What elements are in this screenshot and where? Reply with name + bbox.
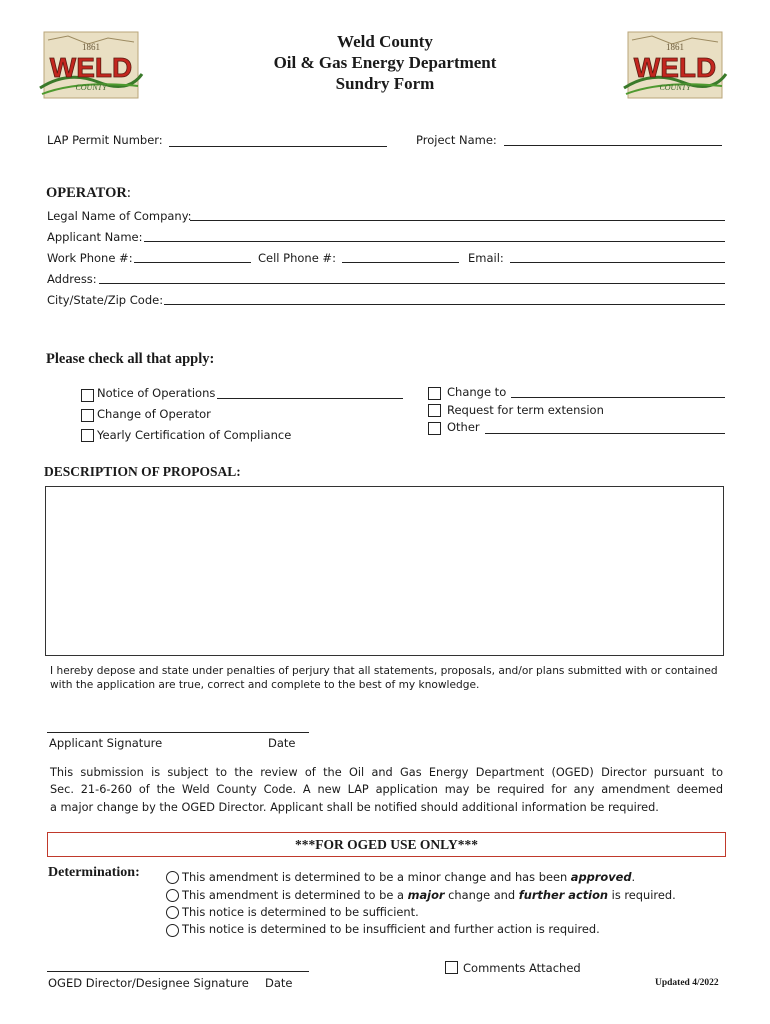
applicant-signature-label: Applicant Signature [49, 736, 163, 750]
work-phone-label: Work Phone #: [47, 251, 133, 265]
updated-date: Updated 4/2022 [655, 978, 719, 988]
major-change-radio[interactable] [166, 889, 179, 902]
address-label: Address: [47, 272, 97, 286]
sufficient-option-label: This notice is determined to be sufficient. [182, 905, 419, 919]
director-date-label: Date [265, 976, 293, 990]
check-all-heading: Please check all that apply: [46, 351, 215, 367]
description-textarea[interactable] [45, 486, 724, 656]
depose-line-1: I hereby depose and state under penalties of perjury that all statements, proposals, and/or plans submitted with or contained [50, 665, 718, 677]
oged-use-only-banner [47, 832, 726, 857]
approved-option-label: This amendment is determined to be a minor change and has been approved. [182, 870, 636, 884]
director-signature-label: OGED Director/Designee Signature [48, 976, 249, 990]
notice-of-operations-checkbox[interactable] [81, 389, 94, 402]
major-change-option-label: This amendment is determined to be a major change and further action is required. [182, 888, 676, 902]
determination-label: Determination: [48, 865, 140, 880]
applicant-signature-input[interactable] [47, 732, 309, 733]
cell-phone-label: Cell Phone #: [258, 251, 336, 265]
lap-permit-label: LAP Permit Number: [47, 133, 163, 147]
address-input[interactable] [99, 283, 725, 284]
term-extension-label: Request for term extension [447, 403, 604, 417]
other-checkbox[interactable] [428, 422, 441, 435]
svg-text:1861: 1861 [82, 42, 100, 52]
city-state-zip-input[interactable] [164, 304, 725, 305]
description-heading: DESCRIPTION OF PROPOSAL: [44, 464, 241, 479]
svg-text:COUNTY: COUNTY [659, 83, 691, 92]
title-line-2: Oil & Gas Energy Department [273, 53, 497, 72]
change-to-label: Change to [447, 385, 507, 399]
change-of-operator-label: Change of Operator [97, 407, 211, 421]
change-to-input[interactable] [511, 397, 725, 398]
title-line-1: Weld County [337, 32, 433, 51]
svg-text:WELD: WELD [633, 52, 717, 83]
title-line-3: Sundry Form [335, 74, 435, 93]
oged-banner-text: ***FOR OGED USE ONLY*** [295, 837, 478, 852]
legal-name-input[interactable] [190, 220, 725, 221]
svg-text:1861: 1861 [666, 42, 684, 52]
applicant-name-label: Applicant Name: [47, 230, 143, 244]
yearly-certification-checkbox[interactable] [81, 429, 94, 442]
director-signature-input[interactable] [47, 971, 309, 972]
svg-text:COUNTY: COUNTY [75, 83, 107, 92]
insufficient-option-label: This notice is determined to be insufficient and further action is required. [182, 922, 600, 936]
city-state-zip-label: City/State/Zip Code: [47, 293, 164, 307]
lap-permit-input[interactable] [169, 146, 387, 147]
work-phone-input[interactable] [134, 262, 251, 263]
project-name-label: Project Name: [416, 133, 497, 147]
applicant-name-input[interactable] [144, 241, 725, 242]
notice-of-operations-label: Notice of Operations [97, 386, 216, 400]
term-extension-checkbox[interactable] [428, 404, 441, 417]
change-to-checkbox[interactable] [428, 387, 441, 400]
review-line-2: Sec. 21-6-260 of the Weld County Code. A new LAP application may be required for any amendment deemed [50, 783, 723, 796]
change-of-operator-checkbox[interactable] [81, 409, 94, 422]
email-label: Email: [468, 251, 504, 265]
email-input[interactable] [510, 262, 725, 263]
comments-attached-checkbox[interactable] [445, 961, 458, 974]
review-line-3: a major change by the OGED Director. Applicant shall be notified should additional information be required. [50, 801, 659, 814]
cell-phone-input[interactable] [342, 262, 459, 263]
sufficient-radio[interactable] [166, 906, 179, 919]
operator-heading: OPERATOR: [46, 185, 131, 201]
other-label: Other [447, 420, 480, 434]
legal-name-label: Legal Name of Company: [47, 209, 192, 223]
notice-of-operations-input[interactable] [217, 398, 403, 399]
depose-line-2: with the application are true, correct and complete to the best of my knowledge. [50, 679, 480, 691]
approved-radio[interactable] [166, 871, 179, 884]
svg-text:WELD: WELD [49, 52, 133, 83]
comments-attached-label: Comments Attached [463, 961, 581, 975]
review-line-1: This submission is subject to the review of the Oil and Gas Energy Department (OGED) Director pursuant to [50, 766, 723, 779]
applicant-date-label: Date [268, 736, 296, 750]
yearly-certification-label: Yearly Certification of Compliance [97, 428, 292, 442]
project-name-input[interactable] [504, 145, 722, 146]
other-input[interactable] [485, 433, 725, 434]
insufficient-radio[interactable] [166, 924, 179, 937]
